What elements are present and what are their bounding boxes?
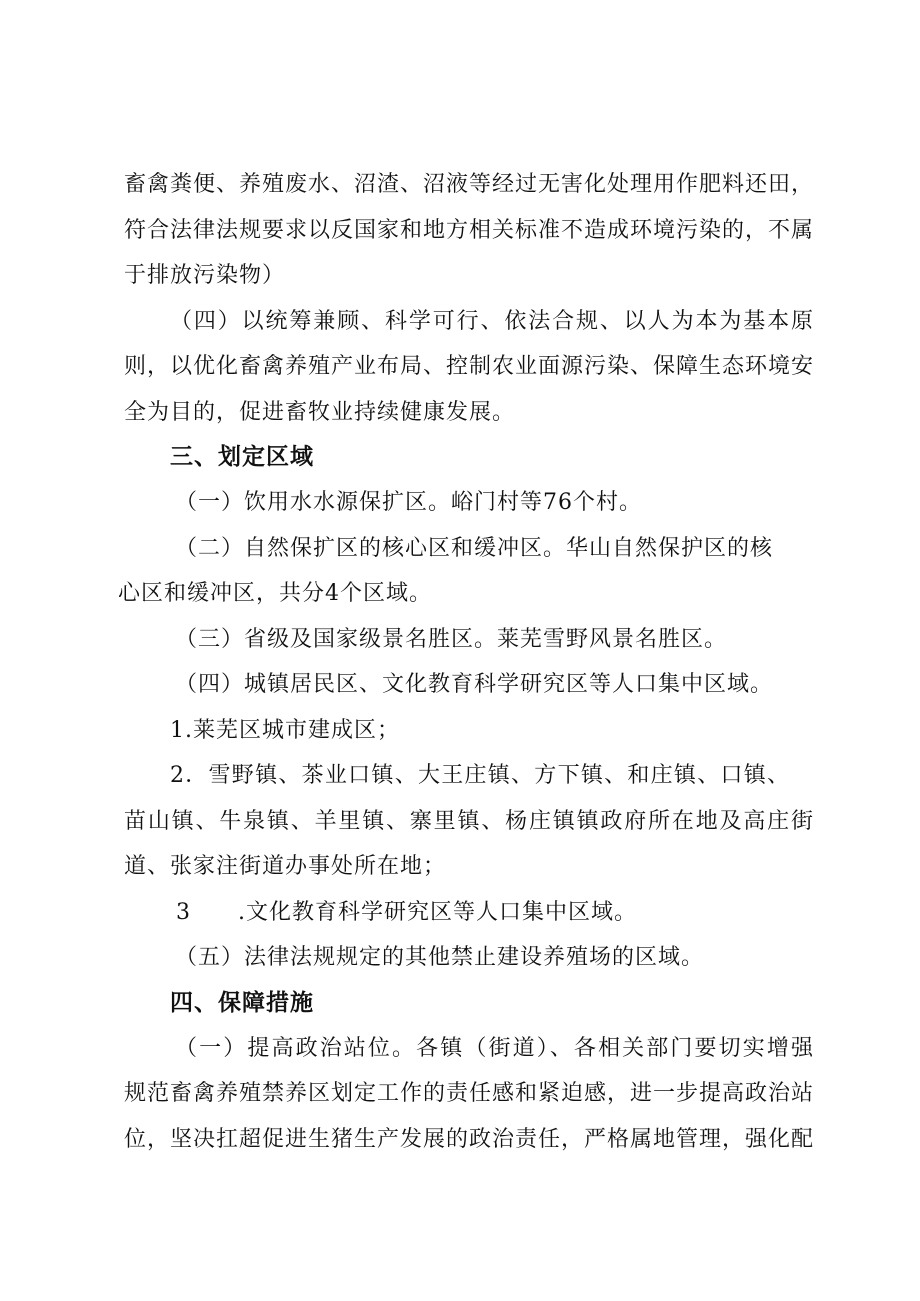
sub-list-item: 2．雪野镇、茶业口镇、大王庄镇、方下镇、和庄镇、口镇、 — [170, 763, 790, 788]
list-item: 心区和缓冲区，共分4个区域。 — [118, 581, 432, 606]
sub-list-item — [176, 900, 866, 926]
list-item: （三）省级及国家级景名胜区。莱芜雪野风景名胜区。 — [175, 627, 728, 652]
list-item: （二）自然保扩区的核心区和缓冲区。华山自然保护区的核 — [175, 536, 774, 561]
list-item: （五）法律法规规定的其他禁止建设养殖场的区域。 — [175, 945, 705, 970]
paragraph-line: 全为目的，促进畜牧业持续健康发展。 — [124, 400, 516, 425]
section-heading: 四、保障措施 — [170, 989, 314, 1016]
paragraph-line: 畜禽粪便、养殖废水、沼渣、沼液等经过无害化处理用作肥料还田， — [124, 172, 815, 197]
sub-list-item: 1.莱芜区城市建成区； — [170, 718, 400, 743]
sub-list-item: 道、张家注街道办事处所在地； — [124, 854, 447, 879]
paragraph-line: （四）以统筹兼顾、科学可行、依法合规、以人为本为基本原 — [170, 309, 814, 334]
sub-list-item: 苗山镇、牛泉镇、羊里镇、寨里镇、杨庄镇镇政府所在地及高庄街 — [124, 809, 814, 834]
paragraph-line: 位，坚决扛超促进生猪生产发展的政治责任，严格属地管理，强化配 — [124, 1127, 815, 1152]
paragraph-line: 符合法律法规要求以反国家和地方相关标准不造成环境污染的，不属 — [124, 218, 815, 243]
paragraph-line: 于排放污染物） — [124, 263, 286, 288]
list-item: （一）提高政治站位。各镇（街道）、各相关部门要切实增强 — [175, 1036, 814, 1061]
list-text: .文化教育科学研究区等人口集中区域。 — [238, 900, 637, 925]
section-heading: 三、划定区域 — [170, 443, 314, 470]
paragraph-line: 规范畜禽养殖禁养区划定工作的责任感和紧迫感，进一步提高政治站 — [124, 1081, 815, 1106]
list-item: （四）城镇居民区、文化教育科学研究区等人口集中区域。 — [175, 672, 774, 697]
list-number: 3 — [176, 900, 191, 925]
paragraph-line: 则，以优化畜禽养殖产业布局、控制农业面源污染、保障生态环境安 — [124, 354, 815, 379]
list-item: （一）饮用水水源保扩区。峪门村等76个村。 — [175, 490, 642, 515]
